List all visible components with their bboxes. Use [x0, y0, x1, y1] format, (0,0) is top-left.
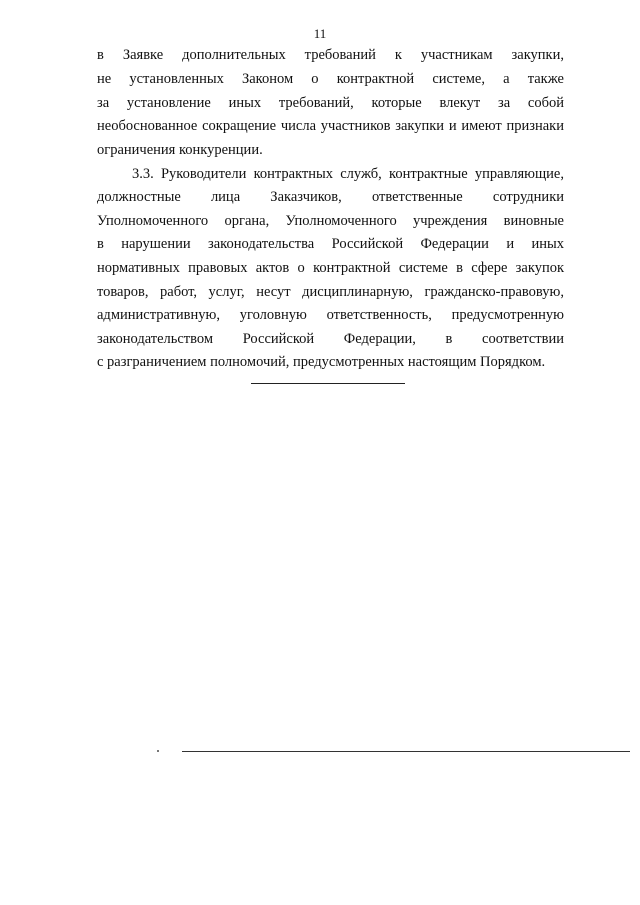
text-line: необоснованное сокращение числа участников закупки и имеют признаки	[97, 118, 564, 134]
text-line: товаров, работ, услуг, несут дисциплинарную, гражданско-правовую,	[97, 284, 564, 300]
text-line: 3.3. Руководители контрактных служб, контрактные управляющие,	[132, 166, 564, 182]
text-line: должностные лица Заказчиков, ответственные сотрудники	[97, 189, 564, 205]
text-line: с разграничением полномочий, предусмотренных настоящим Порядком.	[97, 354, 546, 370]
text-line: законодательством Российской Федерации, в соответствии	[97, 331, 564, 347]
text-line: нормативных правовых актов о контрактной системе в сфере закупок	[97, 260, 564, 276]
text-line: административную, уголовную ответственность, предусмотренную	[97, 307, 564, 323]
text-line: в Заявке дополнительных требований к участникам закупки,	[97, 47, 564, 63]
text-line: за установление иных требований, которые влекут за собой	[97, 95, 564, 111]
text-line: не установленных Законом о контрактной системе, а также	[97, 71, 564, 87]
page-number: 11	[313, 26, 327, 41]
text-line: Уполномоченного органа, Уполномоченного учреждения виновные	[97, 213, 564, 229]
scan-artifact-dot	[157, 750, 159, 752]
scan-artifact-line	[182, 751, 630, 752]
text-line: в нарушении законодательства Российской Федерации и иных	[97, 236, 564, 252]
text-line: ограничения конкуренции.	[97, 142, 263, 158]
end-separator-line	[251, 383, 405, 384]
